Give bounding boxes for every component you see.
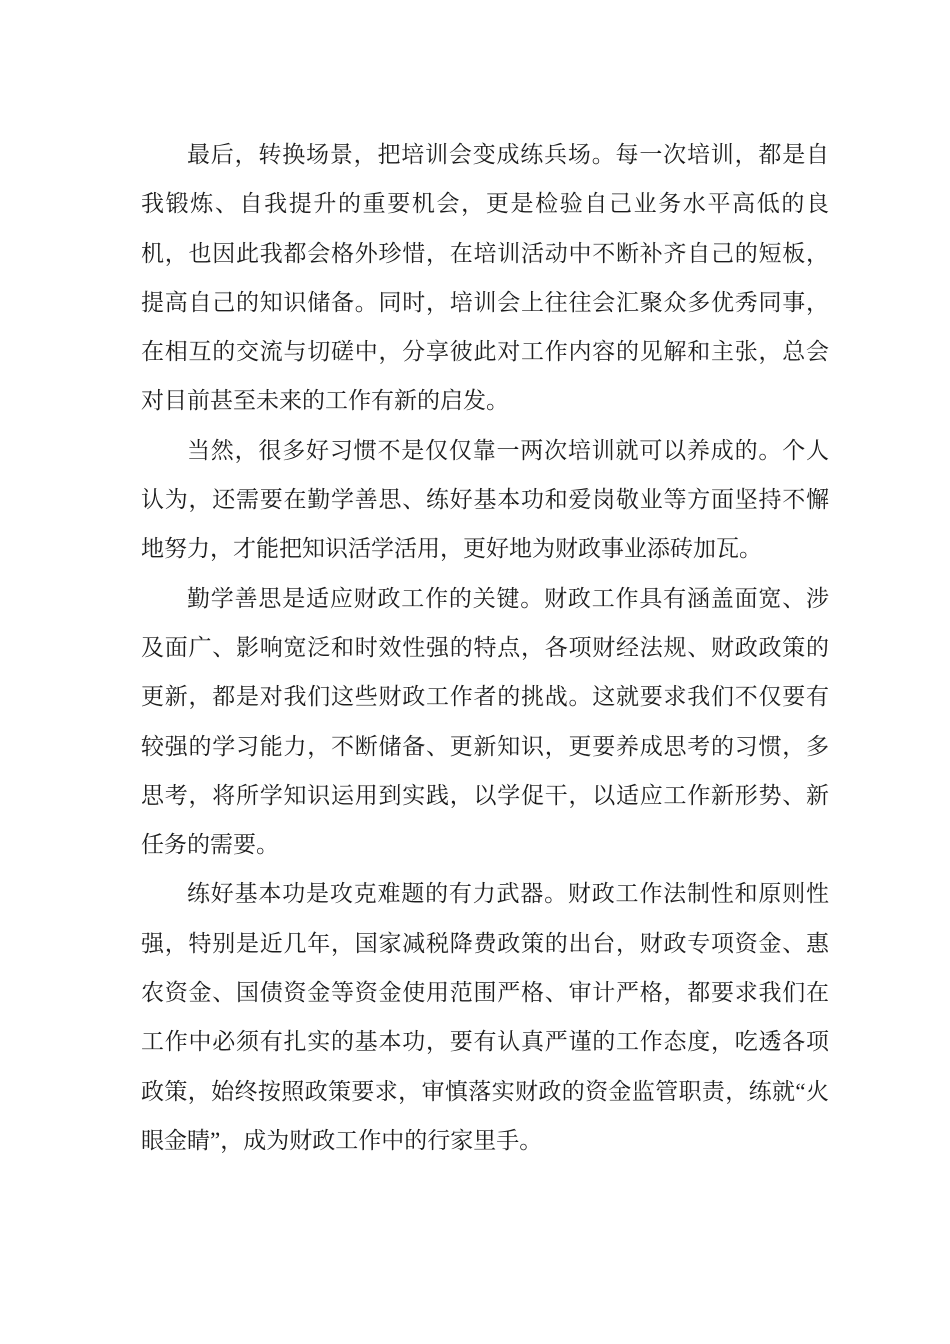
document-body [141, 130, 829, 1165]
paragraph: 勤学善思是适应财政工作的关键。财政工作具有涵盖面宽、涉及面广、影响宽泛和时效性强的特点，各项财经法规、财政政策的更新，都是对我们这些财政工作者的挑战。这就要求我们不仅要有较强的学习能力，不断储备、更新知识，更要养成思考的习惯，多思考，将所学知识运用到实践，以学促干，以适应工作新形势、新任务的需要。 [141, 585, 829, 858]
paragraph: 最后，转换场景，把培训会变成练兵场。每一次培训，都是自我锻炼、自我提升的重要机会，更是检验自己业务水平高低的良机，也因此我都会格外珍惜，在培训活动中不断补齐自己的短板，提高自己的知识储备。同时，培训会上往往会汇聚众多优秀同事，在相互的交流与切磋中，分享彼此对工作内容的见解和主张，总会对目前甚至未来的工作有新的启发。 [141, 142, 829, 414]
paragraph: 练好基本功是攻克难题的有力武器。财政工作法制性和原则性强，特别是近几年，国家减税降费政策的出台，财政专项资金、惠农资金、国债资金等资金使用范围严格、审计严格，都要求我们在工作中必须有扎实的基本功，要有认真严谨的工作态度，吃透各项政策，始终按照政策要求，审慎落实财政的资金监管职责，练就“火眼金睛”，成为财政工作中的行家里手。 [141, 881, 829, 1153]
paragraph: 当然，很多好习惯不是仅仅靠一两次培训就可以养成的。个人认为，还需要在勤学善思、练好基本功和爱岗敬业等方面坚持不懈地努力，才能把知识活学活用，更好地为财政事业添砖加瓦。 [141, 437, 829, 562]
